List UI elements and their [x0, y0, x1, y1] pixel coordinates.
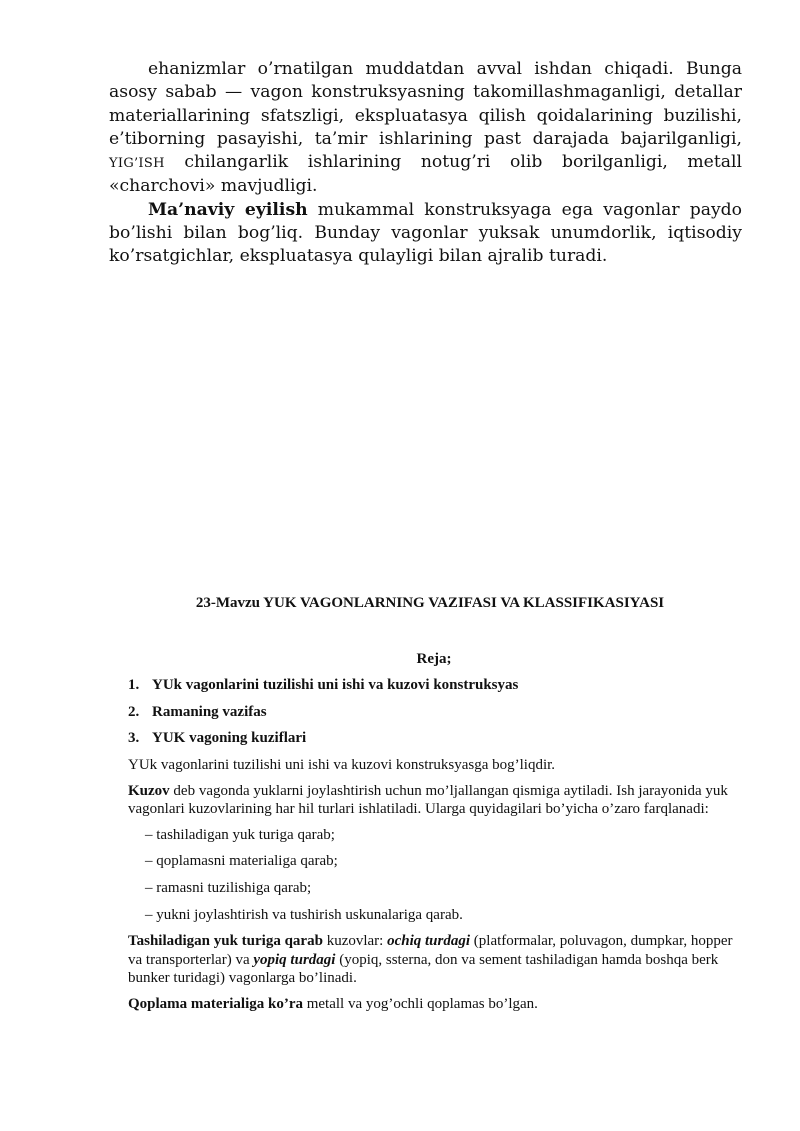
dash-item: – ramasni tuzilishiga qarab;	[145, 879, 312, 896]
term-bold: Ma’naviy eyilish	[148, 199, 308, 220]
dash-item: – tashiladigan yuk turiga qarab;	[145, 826, 335, 843]
term-bold-italic: ochiq turdagi	[387, 933, 471, 950]
paragraph-text: mukammal konstruksyaga ega vagonlar paydo bo’lishi bilan bog’liq. Bunday vagonlar yuksak unumdorlik, iqtisodiy ko’rsatgichlar, ekspluatasya qulayligi bilan ajralib turadi.	[109, 199, 743, 267]
intro-paragraph: YUk vagonlarini tuzilishi uni ishi va kuzovi konstruksyasga bog’liqdir.	[128, 757, 556, 773]
term-bold: Tashiladigan yuk turiga qarab	[128, 933, 323, 950]
plan-heading: Reja;	[416, 651, 452, 667]
cargo-type-paragraph	[128, 932, 740, 988]
plan-item	[128, 676, 740, 703]
paragraph-text: metall va yog’ochli qoplamas bo’lgan.	[306, 995, 538, 1012]
dash-item: – qoplamasni materialiga qarab;	[145, 853, 338, 870]
plan-item-text: YUk vagonlarini tuzilishi uni ishi va kuzovi konstruksyas	[152, 677, 519, 693]
plan-list	[128, 676, 740, 756]
plan-item-number: 2.	[128, 703, 140, 720]
paragraph-moral-wear	[109, 199, 742, 269]
term-bold-italic: yopiq turdagi	[253, 951, 336, 968]
plan-item-text: Ramaning vazifas	[152, 703, 267, 720]
kuzov-paragraph	[128, 782, 740, 819]
continued-text-block	[109, 58, 742, 269]
paragraph-physical-wear	[109, 58, 742, 199]
term-bold: Kuzov	[128, 782, 170, 799]
paragraph-text-end: chilangarlik ishlarining notug’ri olib borilganligi, metall «charchovi» mavjudligi.	[109, 152, 742, 197]
body-text	[128, 756, 740, 1021]
covering-material-paragraph	[128, 995, 740, 1014]
plan-item-number: 1.	[128, 677, 140, 693]
plan-item-text: YUK vagoning kuziflari	[152, 730, 307, 746]
dash-item: – yukni joylashtirish va tushirish uskunalariga qarab.	[145, 906, 463, 923]
paragraph-text: (platformalar, poluvagon, dumpkar, hopper va transporterlar) va	[128, 933, 733, 968]
term-bold: Qoplama materialiga ko’ra	[128, 995, 303, 1012]
paragraph-text: kuzovlar:	[326, 933, 384, 950]
paragraph-text: (yopiq, ssterna, don va sement tashiladigan hamda boshqa berk bunker turidagi) vagonlarga bo’linadi.	[128, 951, 719, 987]
plan-item	[128, 703, 740, 730]
paragraph-text: deb vagonda yuklarni joylashtirish uchun mo’ljallangan qismiga aytiladi. Ish jarayonida yuk vagonlari kuzovlarining har hil turlari ishlatiladi. Ularga quyidagilari bo’yicha o’zaro farqlanadi:	[128, 782, 728, 818]
smallcaps-word: YIG’ISH	[109, 156, 165, 172]
topic-title: 23-Mavzu YUK VAGONLARNING VAZIFASI VA KLASSIFIKASIYASI	[195, 595, 665, 611]
plan-item-number: 3.	[128, 730, 140, 746]
paragraph-text: ehanizmlar o’rnatilgan muddatdan avval ishdan chiqadi. Bunga asosy sabab — vagon konstruksyasning takomillashmaganligi, detallar materiallarining sfatszligi, ekspluatasya qilish qoidalarining buzilishi, e’tiborning pasayishi, ta’mir ishlarining past darajada bajarilganligi,	[109, 59, 742, 149]
plan-item	[128, 729, 740, 756]
topic-section	[128, 594, 740, 1012]
